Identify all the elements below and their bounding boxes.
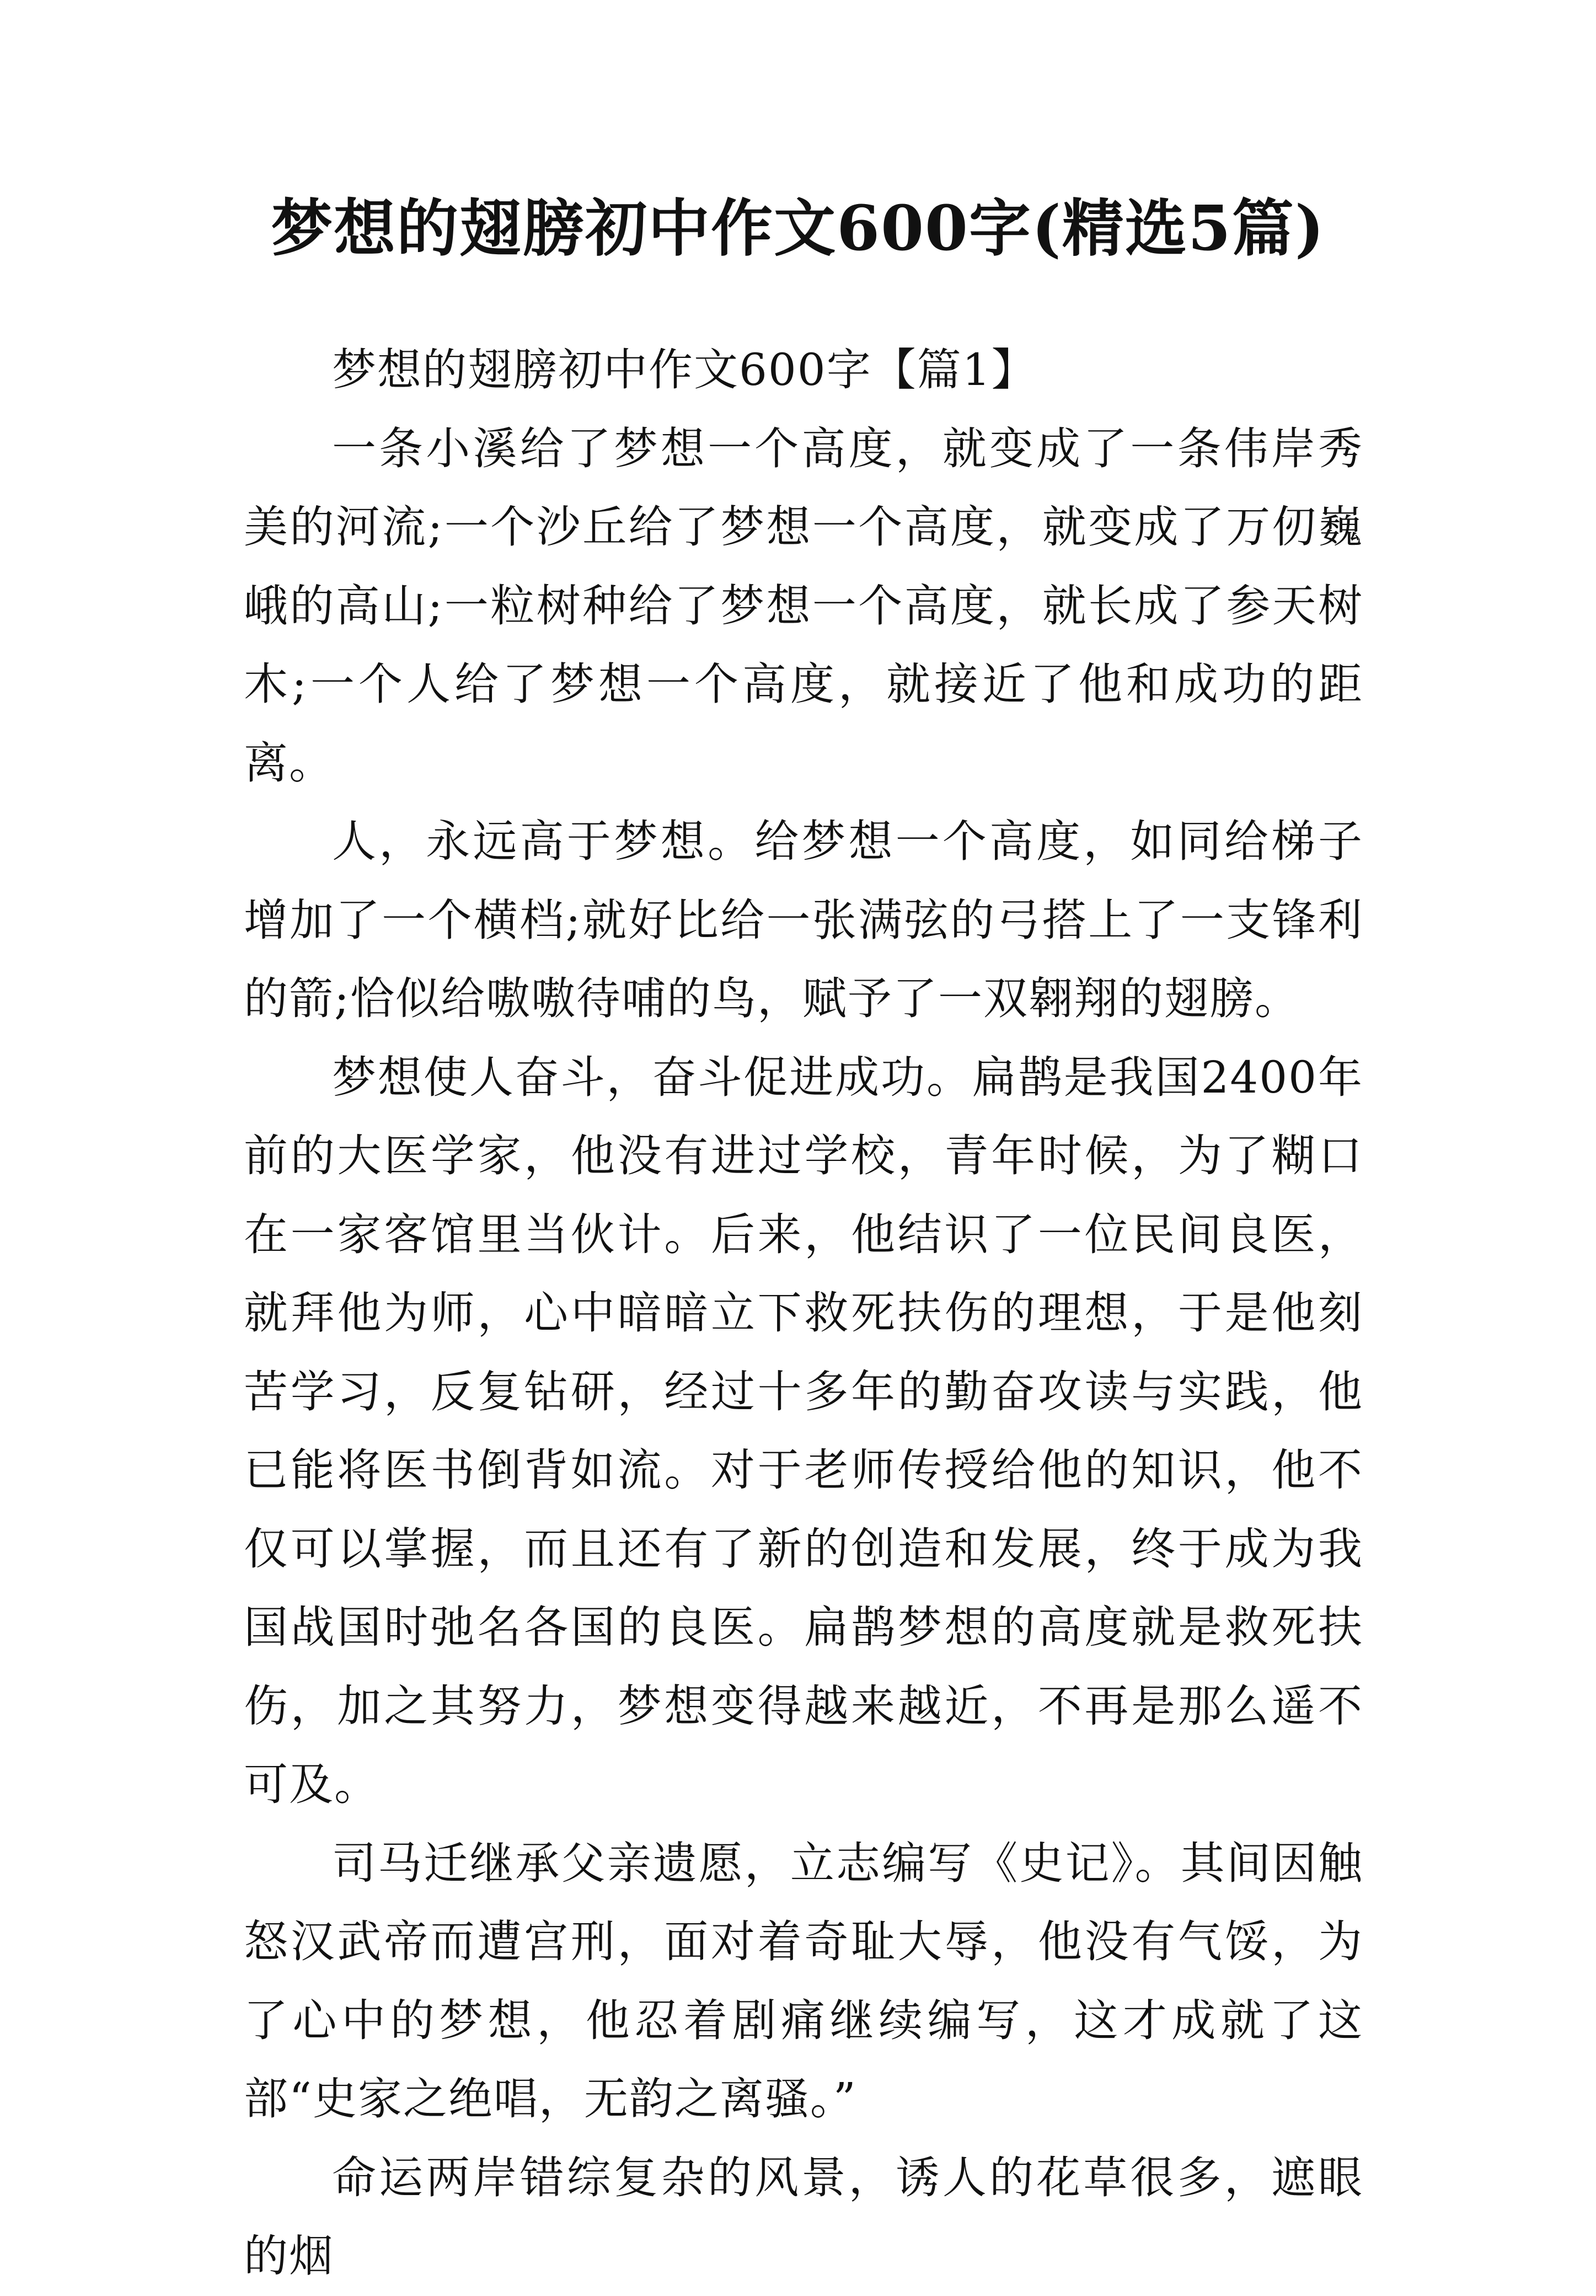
paragraph-2: 人，永远高于梦想。给梦想一个高度，如同给梯子增加了一个横档;就好比给一张满弦的弓搭上了一支锋利的箭;恰似给嗷嗷待哺的鸟，赋予了一双翱翔的翅膀。 [244, 816, 1363, 1024]
paragraph-3: 梦想使人奋斗，奋斗促进成功。扁鹊是我国2400年前的大医学家，他没有进过学校，青年时候，为了糊口在一家客馆里当伙计。后来，他结识了一位民间良医，就拜他为师，心中暗暗立下救死扶伤的理想，于是他刻苦学习，反复钻研，经过十多年的勤奋攻读与实践，他已能将医书倒背如流。对于老师传授给他的知识，他不仅可以掌握，而且还有了新的创造和发展，终于成为我国战国时弛名各国的良医。扁鹊梦想的高度就是救死扶伤，加之其努力，梦想变得越来越近，不再是那么遥不可及。 [244, 1051, 1363, 1810]
document-title: 梦想的翅膀初中作文600字(精选5篇) [271, 192, 1325, 265]
document-body [244, 331, 1363, 2296]
section-heading: 梦想的翅膀初中作文600字【篇1】 [332, 344, 1037, 395]
paragraph-1: 一条小溪给了梦想一个高度，就变成了一条伟岸秀美的河流;一个沙丘给了梦想一个高度，就变成了万仞巍峨的高山;一粒树种给了梦想一个高度，就长成了参天树木;一个人给了梦想一个高度，就接近了他和成功的距离。 [244, 422, 1363, 789]
paragraph-5: 命运两岸错综复杂的风景，诱人的花草很多，遮眼的烟 [244, 2152, 1363, 2282]
paragraph-4: 司马迁继承父亲遗愿，立志编写《史记》。其间因触怒汉武帝而遭宫刑，面对着奇耻大辱，他没有气馁，为了心中的梦想，他忍着剧痛继续编写，这才成就了这部“史家之绝唱，无韵之离骚。” [244, 1837, 1363, 2124]
